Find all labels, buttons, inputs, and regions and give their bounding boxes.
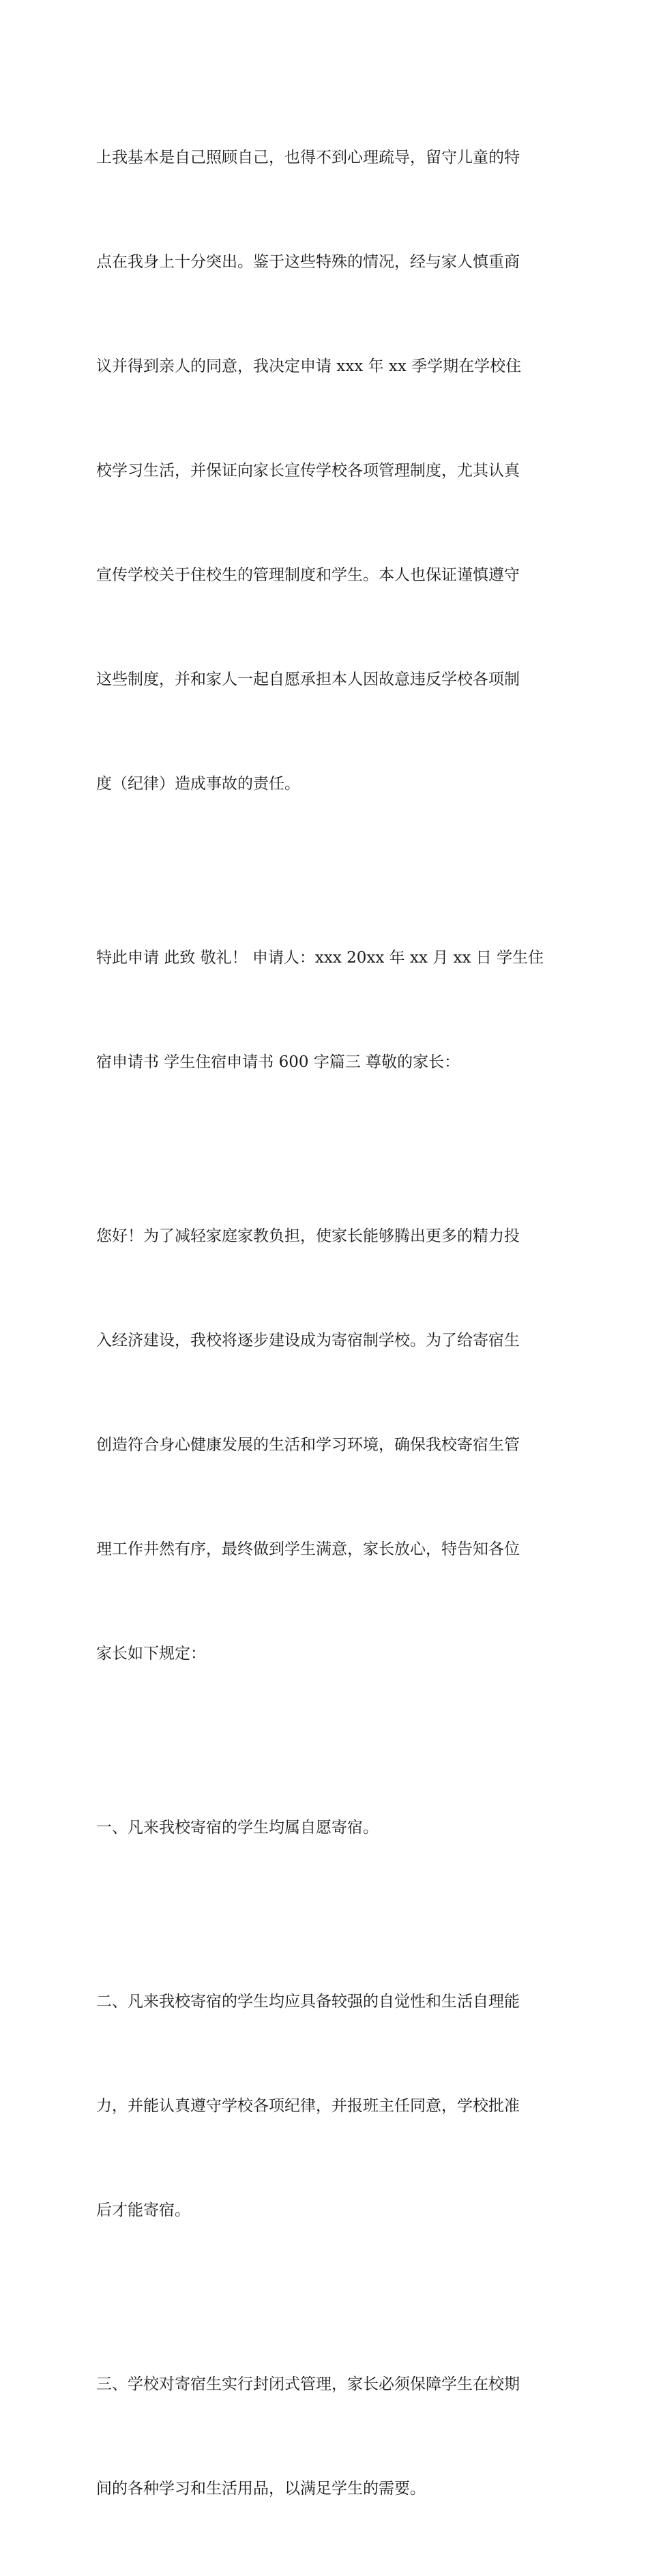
paragraph-rule-one — [96, 1741, 560, 1915]
paragraph-closing-signature — [96, 871, 560, 1150]
text-line: 间的各种学习和生活用品，以满足学生的需要。 — [96, 2480, 426, 2498]
text-line: 力，并能认真遵守学校各项纪律，并报班主任同意，学校批准 — [96, 2097, 520, 2115]
text-line: 度（纪律）造成事故的责任。 — [96, 775, 300, 793]
document-body — [96, 71, 560, 2576]
text-line: 特此申请 此致 敬礼！ 申请人：xxx 20xx 年 xx 月 xx 日 学生住 — [96, 949, 544, 967]
text-line: 创造符合身心健康发展的生活和学习环境，确保我校寄宿生管 — [96, 1436, 520, 1454]
text-line: 入经济建设，我校将逐步建设成为寄宿制学校。为了给寄宿生 — [96, 1332, 520, 1349]
text-line: 三、学校对寄宿生实行封闭式管理，家长必须保障学生在校期 — [96, 2375, 520, 2393]
paragraph-dormitory-application — [96, 71, 560, 871]
text-line: 议并得到亲人的同意，我决定申请 xxx 年 xx 季学期在学校住 — [96, 357, 522, 375]
text-line: 宣传学校关于住校生的管理制度和学生。本人也保证谨慎遵守 — [96, 566, 520, 584]
text-line: 理工作井然有序，最终做到学生满意，家长放心，特告知各位 — [96, 1540, 520, 1558]
text-line: 校学习生活，并保证向家长宣传学校各项管理制度，尤其认真 — [96, 462, 520, 480]
text-line: 后才能寄宿。 — [96, 2201, 190, 2219]
paragraph-rule-two — [96, 1915, 560, 2298]
text-line: 您好！为了减轻家庭家教负担，使家长能够腾出更多的精力投 — [96, 1227, 520, 1245]
text-line: 宿申请书 学生住宿申请书 600 字篇三 尊敬的家长： — [96, 1053, 460, 1071]
paragraph-rule-three — [96, 2298, 560, 2576]
text-line: 二、凡来我校寄宿的学生均应具备较强的自觉性和生活自理能 — [96, 1993, 520, 2010]
paragraph-notice-intro — [96, 1150, 560, 1741]
text-line: 点在我身上十分突出。鉴于这些特殊的情况，经与家人慎重商 — [96, 253, 520, 271]
text-line: 这些制度，并和家人一起自愿承担本人因故意违反学校各项制 — [96, 671, 520, 688]
text-line: 家长如下规定： — [96, 1645, 206, 1663]
text-line: 上我基本是自己照顾自己，也得不到心理疏导，留守儿童的特 — [96, 149, 520, 166]
text-line: 一、凡来我校寄宿的学生均属自愿寄宿。 — [96, 1819, 379, 1836]
